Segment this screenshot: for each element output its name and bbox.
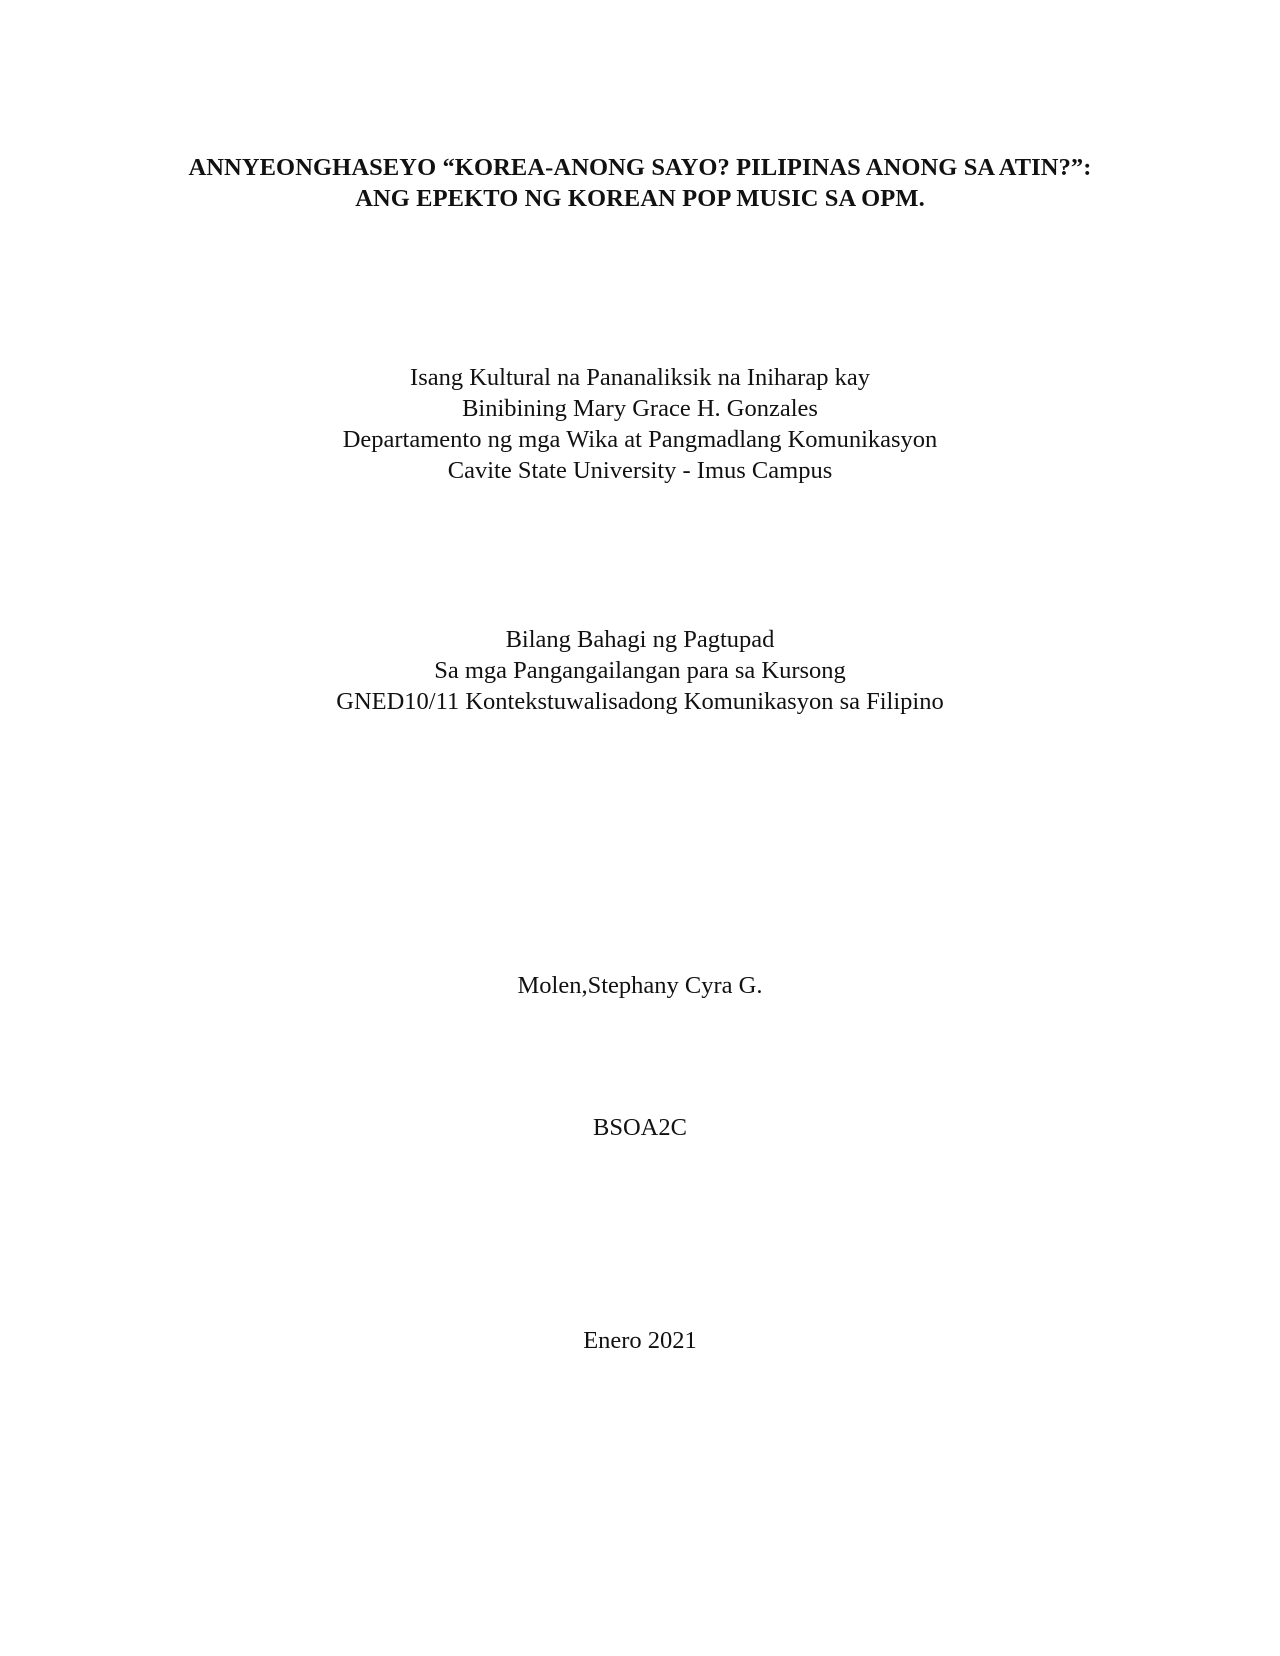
- document-title: [0, 152, 1280, 214]
- title-line-1: ANNYEONGHASEYO “KOREA-ANONG SAYO? PILIPINAS ANONG SA ATIN?”:: [188, 154, 1092, 181]
- date-block: [0, 1325, 1280, 1356]
- presentation-block: [0, 362, 1280, 486]
- fulfillment-line-2: Sa mga Pangangailangan para sa Kursong: [434, 657, 846, 684]
- author-block: [0, 970, 1280, 1001]
- presentation-line: Isang Kultural na Pananaliksik na Iniharap kay: [410, 364, 870, 391]
- department-name: Departamento ng mga Wika at Pangmadlang Komunikasyon: [342, 426, 938, 453]
- section-block: [0, 1112, 1280, 1143]
- fulfillment-line-1: Bilang Bahagi ng Pagtupad: [505, 626, 775, 653]
- university-name: Cavite State University - Imus Campus: [447, 457, 833, 484]
- adviser-name: Binibining Mary Grace H. Gonzales: [462, 395, 818, 422]
- title-line-2: ANG EPEKTO NG KOREAN POP MUSIC SA OPM.: [355, 185, 925, 212]
- submission-date: Enero 2021: [583, 1327, 697, 1354]
- author-name: Molen,Stephany Cyra G.: [517, 972, 763, 999]
- course-name: GNED10/11 Kontekstuwalisadong Komunikasyon sa Filipino: [336, 688, 944, 715]
- class-section: BSOA2C: [593, 1114, 687, 1141]
- fulfillment-block: [0, 624, 1280, 717]
